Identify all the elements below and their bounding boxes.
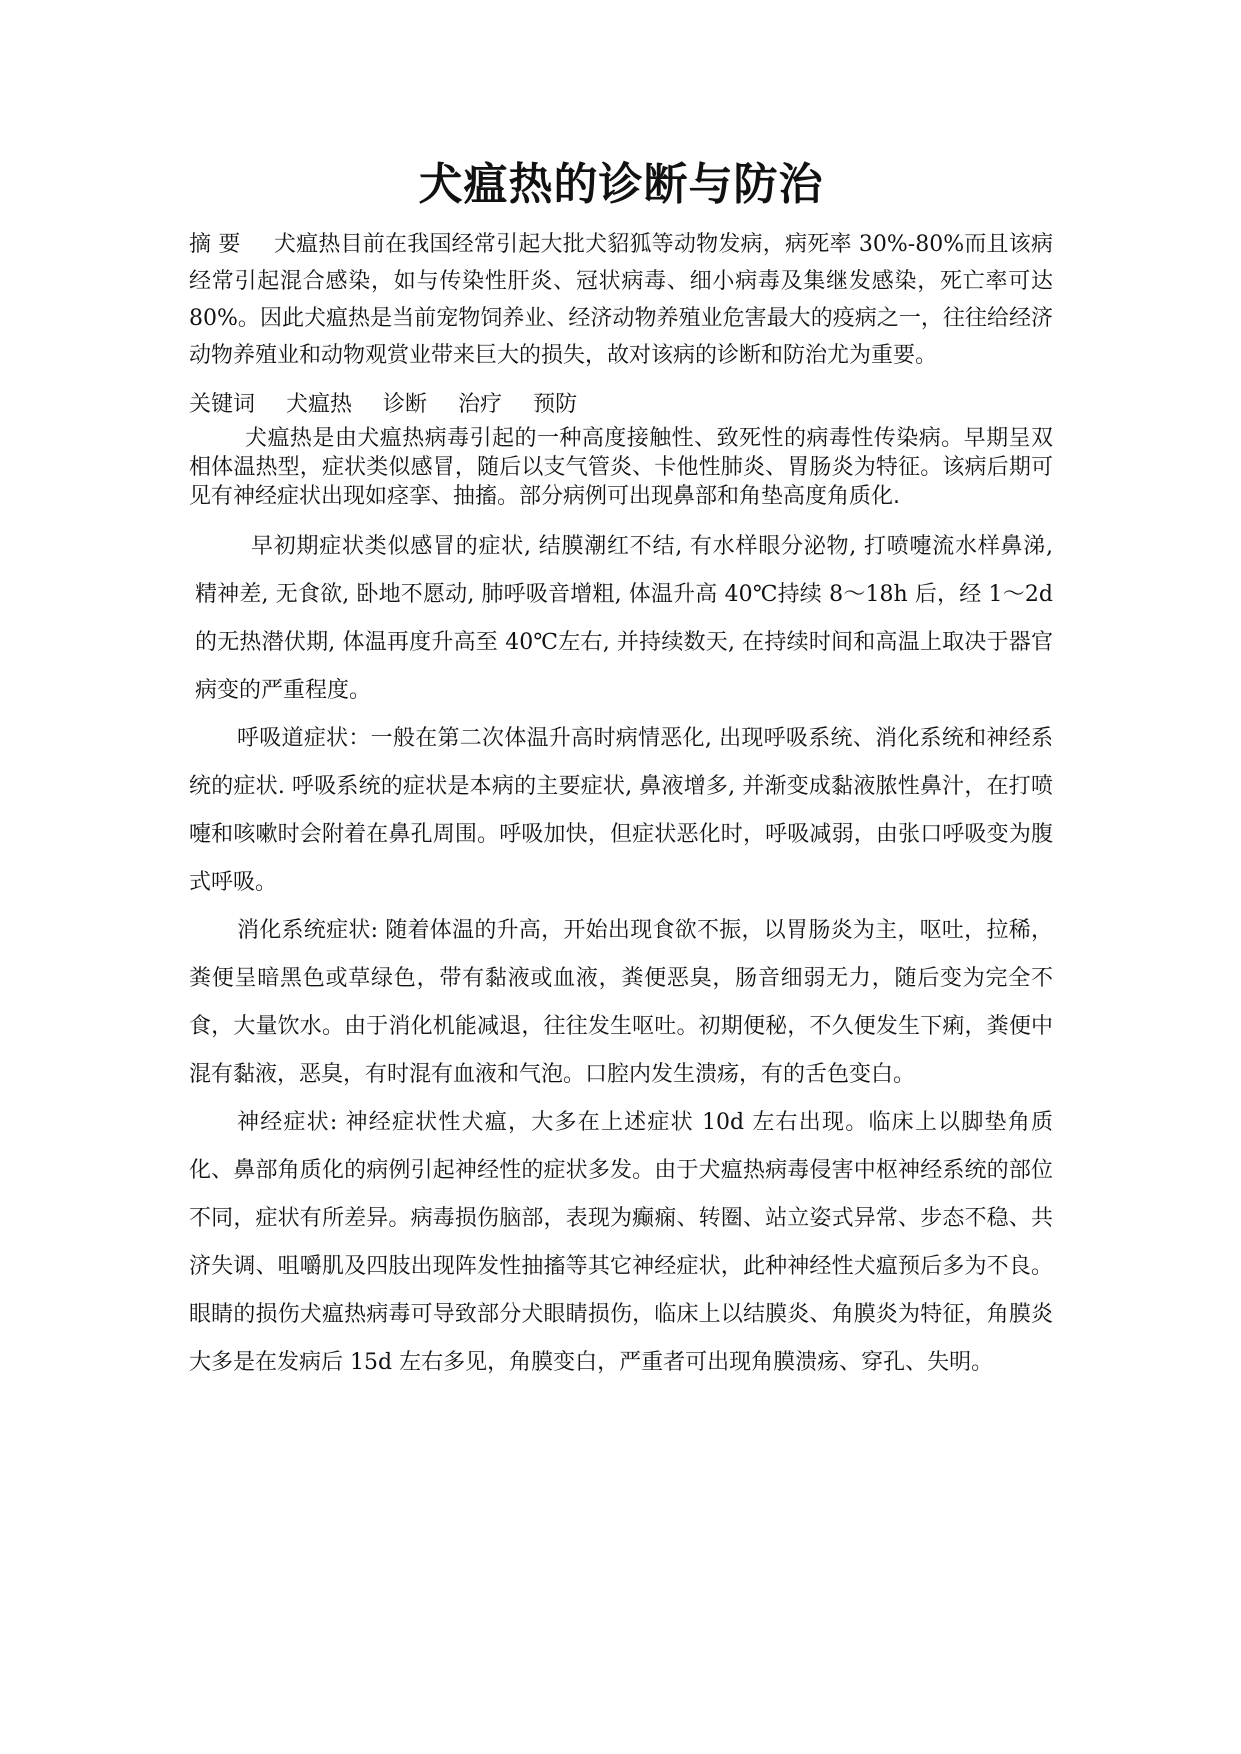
keyword-item: 犬瘟热 (286, 392, 353, 417)
intro-paragraph: 犬瘟热是由犬瘟热病毒引起的一种高度接触性、致死性的病毒性传染病。早期呈双相体温热型，症状类似感冒，随后以支气管炎、卡他性肺炎、胃肠炎为特征。该病后期可见有神经症状出现如痉挛、抽搐。部分病例可出现鼻部和角垫高度角质化. (189, 426, 1053, 509)
document-page (189, 150, 1053, 1387)
neuro-symptoms-paragraph: 神经症状: 神经症状性犬瘟，大多在上述症状 10d 左右出现。临床上以脚垫角质化、鼻部角质化的病例引起神经性的症状多发。由于犬瘟热病毒侵害中枢神经系统的部位不同，症状有所差异。病毒损伤脑部，表现为癫痫、转圈、站立姿式异常、步态不稳、共济失调、咀嚼肌及四肢出现阵发性抽搐等其它神经症状，此种神经性犬瘟预后多为不良。眼睛的损伤犬瘟热病毒可导致部分犬眼睛损伤，临床上以结膜炎、角膜炎为特征，角膜炎大多是在发病后 15d 左右多见，角膜变白，严重者可出现角膜溃疡、穿孔、失明。 (189, 1110, 1053, 1375)
keyword-item: 预防 (533, 392, 578, 417)
keyword-item: 治疗 (458, 392, 503, 417)
digestive-symptoms-paragraph: 消化系统症状: 随着体温的升高，开始出现食欲不振，以胃肠炎为主，呕吐，拉稀，粪便呈暗黑色或草绿色，带有黏液或血液，粪便恶臭，肠音细弱无力，随后变为完全不食，大量饮水。由于消化机能减退，往往发生呕吐。初期便秘，不久便发生下痢，粪便中混有黏液，恶臭，有时混有血液和气泡。口腔内发生溃疡，有的舌色变白。 (189, 918, 1053, 1087)
respiratory-symptoms-paragraph: 呼吸道症状：一般在第二次体温升高时病情恶化, 出现呼吸系统、消化系统和神经系统的症状. 呼吸系统的症状是本病的主要症状, 鼻液增多, 并渐变成黏液脓性鼻汁，在打喷嚏和咳嗽时会附着在鼻孔周围。呼吸加快，但症状恶化时，呼吸减弱，由张口呼吸变为腹式呼吸。 (189, 726, 1053, 895)
abstract-text: 犬瘟热目前在我国经常引起大批犬貂狐等动物发病，病死率 30%-80%而且该病经常引起混合感染，如与传染性肝炎、冠状病毒、细小病毒及集继发感染，死亡率可达 80%。因此犬瘟热是当前宠物饲养业、经济动物养殖业危害最大的疫病之一，往往给经济动物养殖业和动物观赏业带来巨大的损失，故对该病的诊断和防治尤为重要。 (189, 232, 1053, 368)
keywords-line (189, 388, 1053, 422)
abstract-paragraph (189, 226, 1053, 374)
keywords-label: 关键词 (189, 392, 256, 417)
abstract-label: 摘 要 (189, 232, 241, 257)
keyword-item: 诊断 (383, 392, 428, 417)
document-title: 犬瘟热的诊断与防治 (418, 159, 824, 210)
early-symptoms-paragraph: 早初期症状类似感冒的症状, 结膜潮红不结, 有水样眼分泌物, 打喷嚏流水样鼻涕, 精神差, 无食欲, 卧地不愿动, 肺呼吸音增粗, 体温升高 40℃持续 8～18h 后，经 1～2d 的无热潜伏期, 体温再度升高至 40℃左右, 并持续数天, 在持续时间和高温上取决于器官病变的严重程度。 (195, 534, 1053, 703)
